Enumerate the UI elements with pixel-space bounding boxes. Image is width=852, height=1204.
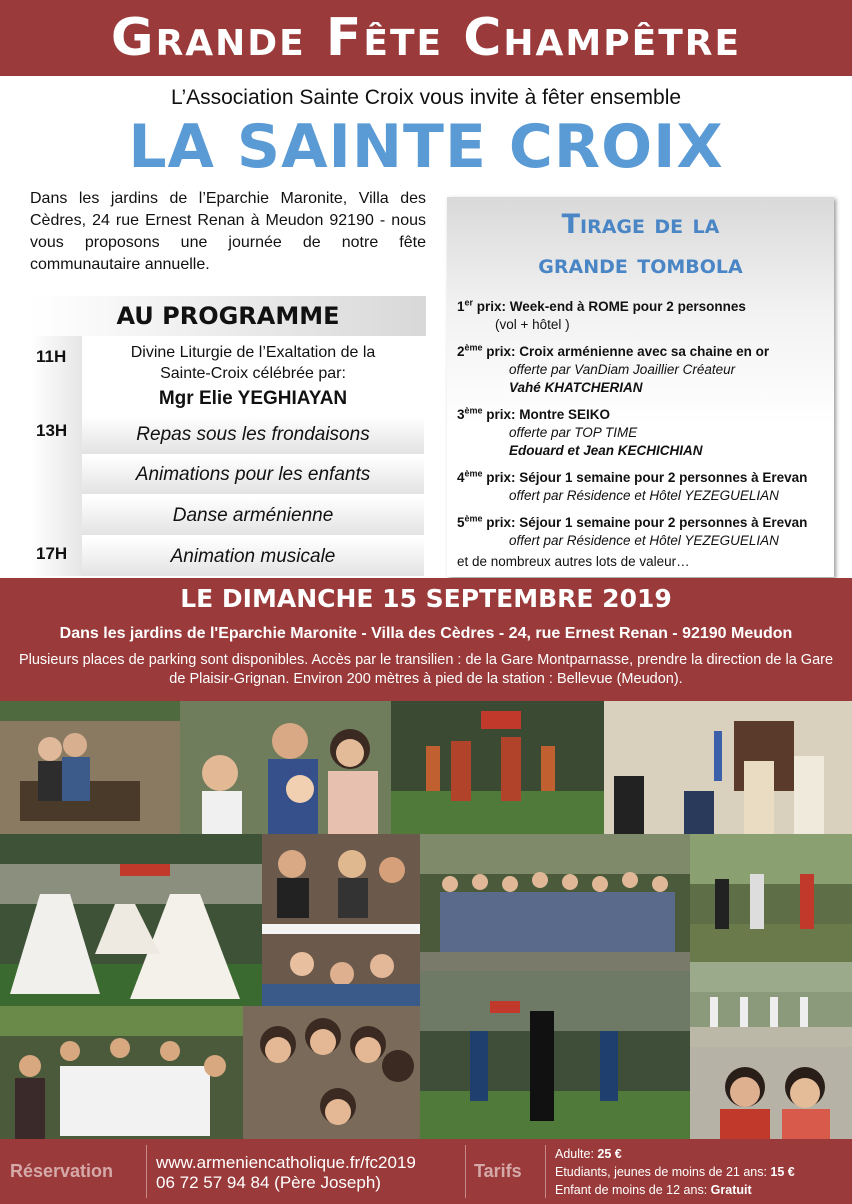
hour-13: 13H [36, 421, 68, 440]
contact-block [156, 1153, 416, 1193]
price-item: Etudiants, jeunes de moins de 21 ans: 15 € [555, 1165, 795, 1179]
tombola-title-line: Tirage de la [561, 209, 720, 240]
young-people-photo [243, 1006, 420, 1139]
main-title: LA SAINTE CROIX [128, 112, 724, 182]
event-address: Dans les jardins de l'Eparchie Maronite - Villa des Cèdres - 24, rue Ernest Renan - 92190 Meudon [59, 625, 793, 642]
church-ceremony-photo [604, 701, 852, 834]
prize-item: 2ème prix: Croix arménienne avec sa chaine en or offerte par VanDiam Joaillier Créateur Vahé KHATCHERIAN [457, 342, 770, 395]
liturgy-celebrant: Mgr Elie YEGHIAYAN [158, 388, 348, 409]
hour-17: 17H [36, 544, 68, 563]
footer-band [0, 1139, 852, 1204]
guests-table-photo [262, 834, 420, 1006]
event-date: LE DIMANCHE 15 SEPTEMBRE 2019 [180, 584, 672, 613]
page-title: Grande Fête Champêtre [110, 8, 742, 68]
header-band [0, 0, 852, 76]
barbecue-photo [0, 701, 180, 834]
outdoor-dance-photo [690, 834, 852, 962]
lunch-crowd-photo [0, 1006, 243, 1139]
website-link[interactable]: www.armeniencatholique.fr/fc2019 [156, 1153, 416, 1172]
liturgy-line: Divine Liturgie de l’Exaltation de la [130, 344, 376, 361]
photo-collage [0, 701, 852, 1139]
tombola-title [447, 205, 834, 285]
liturgy-block [82, 342, 424, 409]
couple-photo [690, 1047, 852, 1139]
price-item: Adulte: 25 € [555, 1147, 622, 1161]
tombola-title-line: grande tombola [538, 249, 743, 280]
park-crowd-photo [690, 962, 852, 1047]
liturgy-line: Sainte-Croix célébrée par: [160, 365, 346, 382]
divider [545, 1145, 546, 1198]
prize-item: 5ème prix: Séjour 1 semaine pour 2 personnes à Erevan offert par Résidence et Hôtel YEZEGUELIAN [457, 513, 808, 548]
dancing-women-photo [0, 834, 262, 1006]
programme-item: Repas sous les frondaisons [82, 416, 424, 454]
family-photo [180, 701, 391, 834]
divider [465, 1145, 466, 1198]
programme-item: Animation musicale [82, 538, 424, 576]
price-list [555, 1145, 795, 1199]
tarifs-label: Tarifs [474, 1161, 522, 1181]
programme-item: Animations pour les enfants [82, 456, 424, 494]
price-item: Enfant de moins de 12 ans: Gratuit [555, 1183, 752, 1197]
divider [146, 1145, 147, 1198]
folk-dance-performance-photo [420, 971, 690, 1139]
prize-item: 1er prix: Week-end à ROME pour 2 personnes (vol + hôtel ) [457, 297, 746, 332]
prize-item: 3ème prix: Montre SEIKO offerte par TOP TIME Edouard et Jean KECHICHIAN [457, 405, 703, 458]
hour-11: 11H [36, 347, 67, 366]
dancers-photo [391, 701, 604, 834]
group-photo [420, 834, 690, 971]
phone-number: 06 72 57 94 84 (Père Joseph) [156, 1173, 381, 1192]
event-band [0, 578, 852, 701]
programme-hour-column [30, 336, 82, 576]
programme-item: Danse arménienne [82, 497, 424, 535]
intro-text: Dans les jardins de l’Eparchie Maronite, Villa des Cèdres, 24 rue Ernest Renan à Meudon 92190 - nous vous proposons une journée de notre fête communautaire annuelle. [30, 190, 426, 273]
tombola-footer: et de nombreux autres lots de valeur… [457, 554, 690, 569]
invite-line: L’Association Sainte Croix vous invite à fêter ensemble [170, 86, 682, 109]
prize-item: 4ème prix: Séjour 1 semaine pour 2 personnes à Erevan offert par Résidence et Hôtel YEZEGUELIAN [457, 468, 808, 503]
parking-info: Plusieurs places de parking sont disponibles. Accès par le transilien : de la Gare Montparnasse, prendre la direction de la Gare de Plaisir-Grignan. Environ 200 mètres à pied de la station : Bellevue (Meudon). [18, 652, 834, 687]
programme-heading: AU PROGRAMME [30, 296, 426, 336]
tombola-box [447, 197, 834, 577]
reservation-label: Réservation [10, 1161, 114, 1181]
